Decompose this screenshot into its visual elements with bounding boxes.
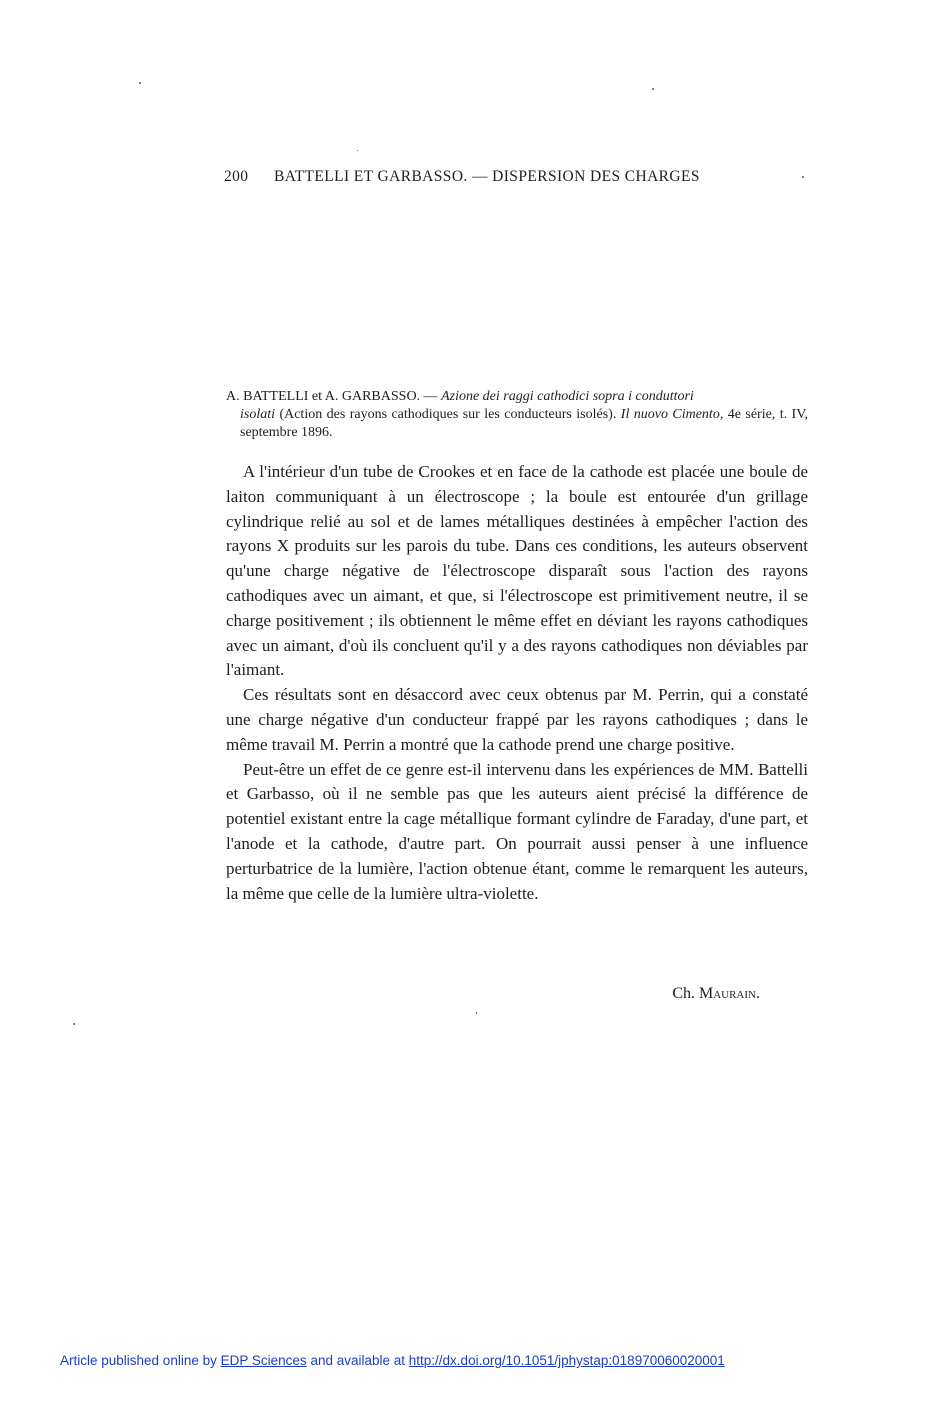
reference-authors: A. BATTELLI et A. GARBASSO. —	[226, 389, 438, 404]
bibliographic-reference	[226, 388, 808, 442]
signature-name: Maurain.	[698, 985, 760, 1002]
reference-journal: Il nuovo Cimento,	[620, 407, 724, 422]
paragraph: Peut-être un effet de ce genre est-il intervenu dans les expériences de MM. Battelli et Garbasso, où il ne semble pas que les auteurs aient précisé la différence de potentiel existant entre la cage métallique formant cylindre de Faraday, d'une part, et l'anode et la cathode, d'autre part. On pourrait aussi penser à une influence perturbatrice de la lumière, l'action obtenue étant, comme le remarquent les auteurs, la même que celle de la lumière ultra-violette.	[226, 759, 808, 903]
paragraph: Ces résultats sont en désaccord avec ceux obtenus par M. Perrin, qui a constaté une charge négative d'un conducteur frappé par les rayons cathodiques ; dans le même travail M. Perrin a montré que la cathode prend une charge positive.	[226, 685, 808, 754]
running-head-title: BATTELLI ET GARBASSO. — DISPERSION DES CHARGES	[274, 168, 700, 185]
reference-title-french: (Action des rayons cathodiques sur les conducteurs isolés).	[279, 407, 617, 422]
reference-title-italian: Azione dei raggi cathodici sopra i conduttori	[441, 389, 694, 404]
footer-prefix: Article published online by	[60, 1353, 217, 1368]
scan-speck	[357, 150, 358, 151]
author-signature	[560, 985, 760, 1003]
scan-speck	[476, 1012, 477, 1014]
reference-title-italian-cont: isolati	[240, 407, 276, 422]
publication-footer	[60, 1353, 880, 1368]
page-number: 200	[224, 168, 249, 185]
running-head	[224, 168, 754, 186]
doi-link[interactable]: http://dx.doi.org/10.1051/jphystap:018970060020001	[408, 1353, 725, 1368]
reference-details: 4e série, t. IV, septembre 1896.	[240, 407, 809, 440]
footer-middle: and available at	[310, 1353, 406, 1368]
scan-speck	[652, 88, 654, 90]
scan-speck	[802, 176, 804, 178]
signature-initials: Ch.	[672, 985, 695, 1002]
publisher-link[interactable]: EDP Sciences	[220, 1353, 307, 1368]
scan-speck	[73, 1023, 75, 1025]
paragraph: A l'intérieur d'un tube de Crookes et en face de la cathode est placée une boule de laiton communiquant à un électroscope ; la boule est entourée d'un grillage cylindrique relié au sol et de lames métalliques destinées à empêcher l'action des rayons X produits sur les parois du tube. Dans ces conditions, les auteurs observent qu'une charge négative de l'électroscope disparaît sous l'action des rayons cathodiques avec un aimant, et que, si l'électroscope est primitivement neutre, il se charge positivement ; ils obtiennent le même effet en déviant les rayons cathodiques avec un aimant, d'où ils concluent qu'il y a des rayons cathodiques non déviables par l'aimant.	[226, 462, 808, 680]
scan-speck	[139, 82, 141, 84]
article-body	[226, 460, 808, 906]
